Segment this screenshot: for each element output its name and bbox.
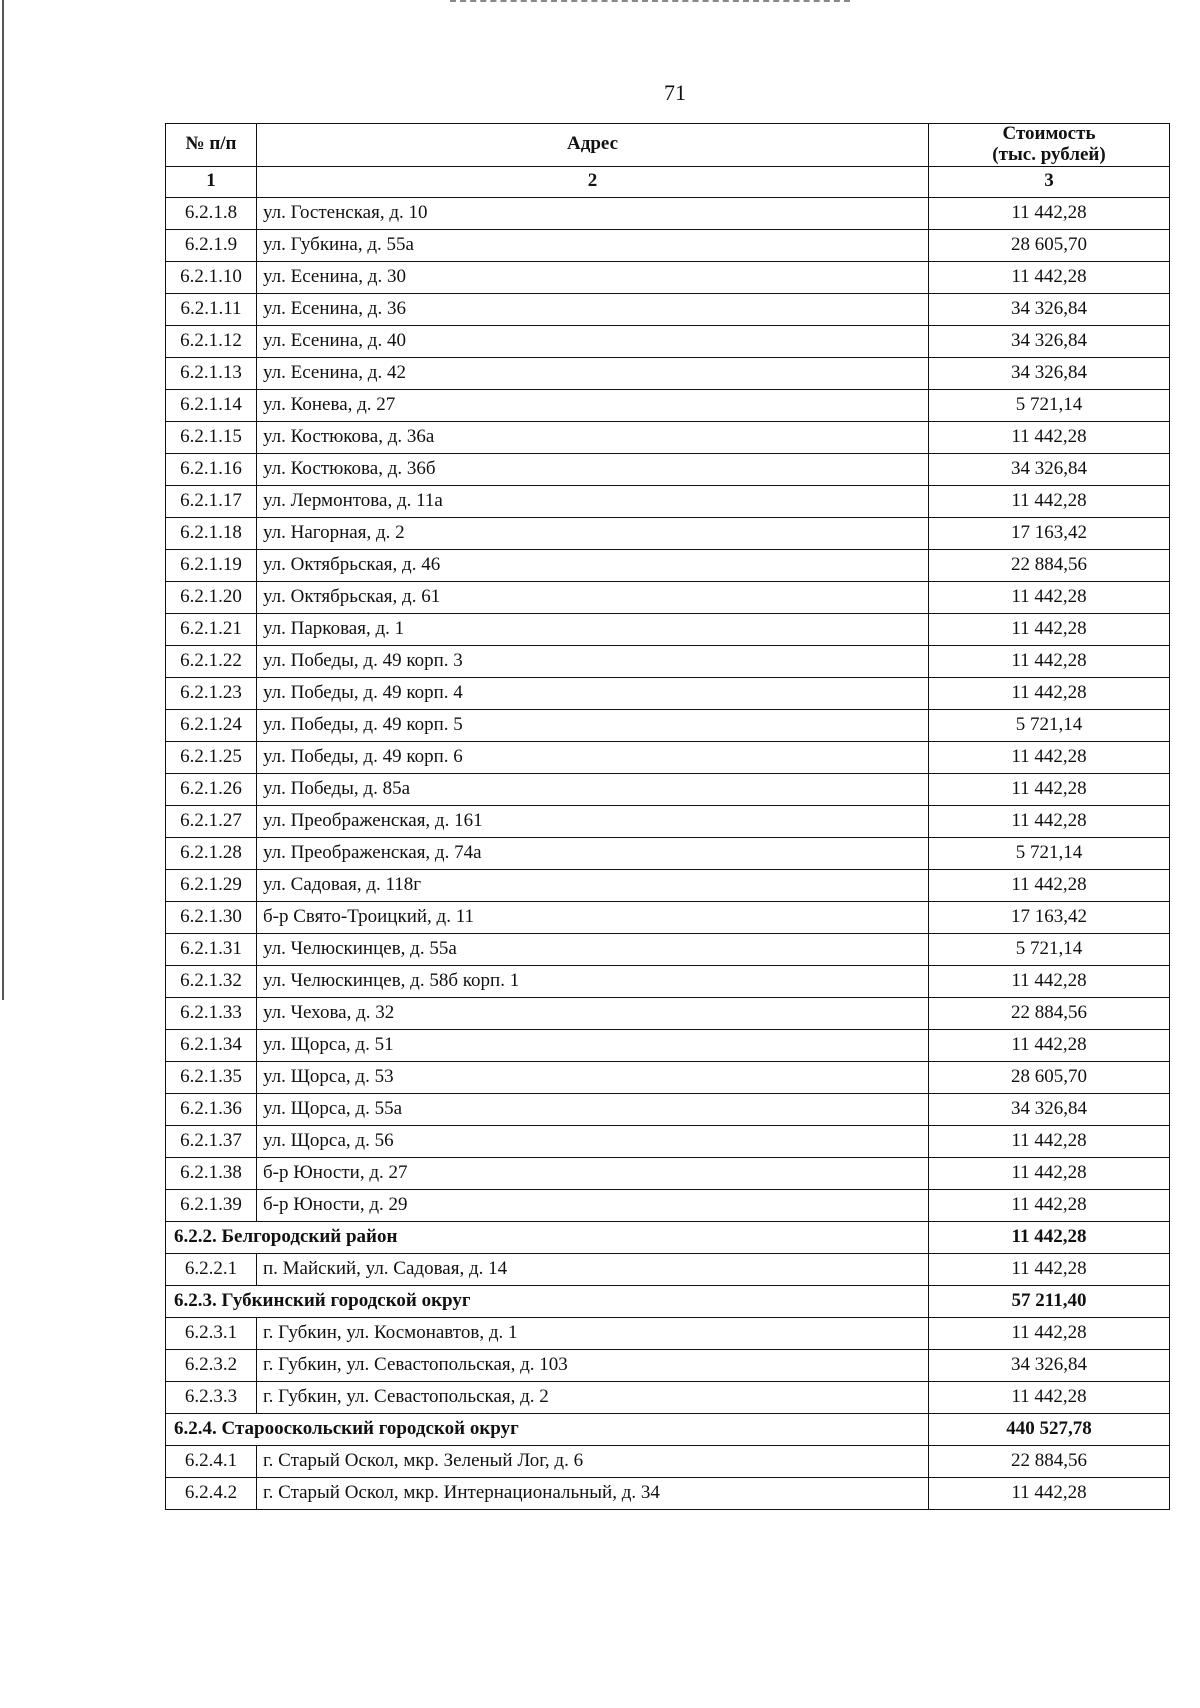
row-cost: 11 442,28 <box>929 613 1170 645</box>
row-number: 6.2.1.15 <box>166 421 257 453</box>
row-number: 6.2.1.32 <box>166 965 257 997</box>
row-address: ул. Гостенская, д. 10 <box>257 197 929 229</box>
section-row <box>166 1413 1170 1445</box>
row-address: ул. Костюкова, д. 36а <box>257 421 929 453</box>
row-cost: 34 326,84 <box>929 1093 1170 1125</box>
row-cost: 11 442,28 <box>929 1381 1170 1413</box>
table-row <box>166 1157 1170 1189</box>
row-cost: 11 442,28 <box>929 1477 1170 1509</box>
section-total-cost: 440 527,78 <box>929 1413 1170 1445</box>
row-number: 6.2.1.34 <box>166 1029 257 1061</box>
row-address: ул. Октябрьская, д. 61 <box>257 581 929 613</box>
table-row <box>166 1093 1170 1125</box>
row-cost: 11 442,28 <box>929 677 1170 709</box>
row-cost: 34 326,84 <box>929 1349 1170 1381</box>
table-row <box>166 581 1170 613</box>
section-row <box>166 1285 1170 1317</box>
row-number: 6.2.1.20 <box>166 581 257 613</box>
row-cost: 11 442,28 <box>929 773 1170 805</box>
row-cost: 11 442,28 <box>929 1157 1170 1189</box>
row-cost: 5 721,14 <box>929 837 1170 869</box>
table-row <box>166 325 1170 357</box>
row-address: г. Губкин, ул. Севастопольская, д. 103 <box>257 1349 929 1381</box>
table-row <box>166 1189 1170 1221</box>
table-row <box>166 293 1170 325</box>
row-cost: 5 721,14 <box>929 389 1170 421</box>
section-row <box>166 1221 1170 1253</box>
row-number: 6.2.1.18 <box>166 517 257 549</box>
table-row <box>166 485 1170 517</box>
section-total-cost: 57 211,40 <box>929 1285 1170 1317</box>
row-address: г. Старый Оскол, мкр. Зеленый Лог, д. 6 <box>257 1445 929 1477</box>
row-number: 6.2.1.33 <box>166 997 257 1029</box>
table-row <box>166 1477 1170 1509</box>
row-address: ул. Есенина, д. 40 <box>257 325 929 357</box>
row-cost: 34 326,84 <box>929 325 1170 357</box>
table-header-row <box>166 124 1170 167</box>
table-row <box>166 741 1170 773</box>
row-address: ул. Челюскинцев, д. 58б корп. 1 <box>257 965 929 997</box>
row-cost: 34 326,84 <box>929 293 1170 325</box>
row-number: 6.2.1.12 <box>166 325 257 357</box>
row-cost: 22 884,56 <box>929 549 1170 581</box>
section-title: 6.2.4. Старооскольский городской округ <box>166 1413 929 1445</box>
row-cost: 22 884,56 <box>929 1445 1170 1477</box>
row-number: 6.2.1.37 <box>166 1125 257 1157</box>
row-address: ул. Чехова, д. 32 <box>257 997 929 1029</box>
row-address: ул. Щорса, д. 53 <box>257 1061 929 1093</box>
row-number: 6.2.1.36 <box>166 1093 257 1125</box>
table-index-row <box>166 166 1170 197</box>
row-number: 6.2.1.13 <box>166 357 257 389</box>
row-number: 6.2.1.17 <box>166 485 257 517</box>
table-row <box>166 549 1170 581</box>
row-number: 6.2.1.11 <box>166 293 257 325</box>
row-cost: 11 442,28 <box>929 1029 1170 1061</box>
row-cost: 11 442,28 <box>929 805 1170 837</box>
table-row <box>166 389 1170 421</box>
section-total-cost: 11 442,28 <box>929 1221 1170 1253</box>
row-number: 6.2.1.29 <box>166 869 257 901</box>
row-number: 6.2.1.14 <box>166 389 257 421</box>
row-address: ул. Нагорная, д. 2 <box>257 517 929 549</box>
row-address: ул. Щорса, д. 56 <box>257 1125 929 1157</box>
table-row <box>166 1029 1170 1061</box>
row-number: 6.2.4.1 <box>166 1445 257 1477</box>
table-row <box>166 1125 1170 1157</box>
table-row <box>166 1445 1170 1477</box>
table-row <box>166 837 1170 869</box>
row-cost: 11 442,28 <box>929 421 1170 453</box>
row-address: б-р Свято-Троицкий, д. 11 <box>257 901 929 933</box>
row-number: 6.2.4.2 <box>166 1477 257 1509</box>
row-cost: 5 721,14 <box>929 933 1170 965</box>
row-cost: 11 442,28 <box>929 581 1170 613</box>
scan-top-marks <box>450 0 850 5</box>
row-address: ул. Челюскинцев, д. 55а <box>257 933 929 965</box>
header-number: № п/п <box>166 124 257 167</box>
table-row <box>166 517 1170 549</box>
row-address: ул. Победы, д. 49 корп. 4 <box>257 677 929 709</box>
row-number: 6.2.2.1 <box>166 1253 257 1285</box>
table-row <box>166 933 1170 965</box>
row-address: ул. Преображенская, д. 161 <box>257 805 929 837</box>
row-address: ул. Костюкова, д. 36б <box>257 453 929 485</box>
row-cost: 11 442,28 <box>929 741 1170 773</box>
row-address: ул. Победы, д. 49 корп. 5 <box>257 709 929 741</box>
row-number: 6.2.1.8 <box>166 197 257 229</box>
cost-table <box>165 123 1170 1510</box>
row-address: ул. Садовая, д. 118г <box>257 869 929 901</box>
row-number: 6.2.1.10 <box>166 261 257 293</box>
row-cost: 11 442,28 <box>929 1125 1170 1157</box>
row-cost: 22 884,56 <box>929 997 1170 1029</box>
row-address: ул. Конева, д. 27 <box>257 389 929 421</box>
row-number: 6.2.1.24 <box>166 709 257 741</box>
row-number: 6.2.1.39 <box>166 1189 257 1221</box>
row-number: 6.2.1.30 <box>166 901 257 933</box>
row-address: г. Губкин, ул. Севастопольская, д. 2 <box>257 1381 929 1413</box>
row-address: ул. Есенина, д. 30 <box>257 261 929 293</box>
table-row <box>166 901 1170 933</box>
row-address: ул. Победы, д. 49 корп. 6 <box>257 741 929 773</box>
table-row <box>166 1061 1170 1093</box>
table-row <box>166 997 1170 1029</box>
row-address: ул. Преображенская, д. 74а <box>257 837 929 869</box>
row-number: 6.2.1.35 <box>166 1061 257 1093</box>
row-cost: 11 442,28 <box>929 869 1170 901</box>
table-row <box>166 357 1170 389</box>
row-address: п. Майский, ул. Садовая, д. 14 <box>257 1253 929 1285</box>
row-address: ул. Парковая, д. 1 <box>257 613 929 645</box>
table-row <box>166 645 1170 677</box>
section-title: 6.2.2. Белгородский район <box>166 1221 929 1253</box>
page-number: 71 <box>664 80 686 105</box>
row-number: 6.2.1.9 <box>166 229 257 261</box>
row-address: ул. Есенина, д. 42 <box>257 357 929 389</box>
row-number: 6.2.1.25 <box>166 741 257 773</box>
index-col-2: 2 <box>257 166 929 197</box>
row-number: 6.2.1.27 <box>166 805 257 837</box>
table-row <box>166 1317 1170 1349</box>
row-number: 6.2.1.23 <box>166 677 257 709</box>
row-cost: 5 721,14 <box>929 709 1170 741</box>
row-cost: 11 442,28 <box>929 197 1170 229</box>
row-address: ул. Лермонтова, д. 11а <box>257 485 929 517</box>
row-cost: 11 442,28 <box>929 1253 1170 1285</box>
row-number: 6.2.3.3 <box>166 1381 257 1413</box>
row-address: г. Губкин, ул. Космонавтов, д. 1 <box>257 1317 929 1349</box>
row-address: ул. Победы, д. 85а <box>257 773 929 805</box>
row-cost: 28 605,70 <box>929 1061 1170 1093</box>
table-row <box>166 677 1170 709</box>
header-address: Адрес <box>257 124 929 167</box>
row-number: 6.2.1.28 <box>166 837 257 869</box>
table-row <box>166 869 1170 901</box>
row-address: ул. Щорса, д. 55а <box>257 1093 929 1125</box>
table-row <box>166 1349 1170 1381</box>
row-number: 6.2.3.2 <box>166 1349 257 1381</box>
table-body <box>166 197 1170 1509</box>
row-address: ул. Щорса, д. 51 <box>257 1029 929 1061</box>
table-row <box>166 709 1170 741</box>
row-number: 6.2.1.21 <box>166 613 257 645</box>
index-col-3: 3 <box>929 166 1170 197</box>
scan-edge-line <box>2 0 4 1000</box>
header-cost: Стоимость (тыс. рублей) <box>929 124 1170 167</box>
row-cost: 11 442,28 <box>929 261 1170 293</box>
row-address: ул. Есенина, д. 36 <box>257 293 929 325</box>
row-cost: 17 163,42 <box>929 517 1170 549</box>
table-row <box>166 421 1170 453</box>
row-address: ул. Победы, д. 49 корп. 3 <box>257 645 929 677</box>
row-address: г. Старый Оскол, мкр. Интернациональный, д. 34 <box>257 1477 929 1509</box>
row-cost: 11 442,28 <box>929 965 1170 997</box>
row-number: 6.2.1.19 <box>166 549 257 581</box>
table-row <box>166 197 1170 229</box>
table-row <box>166 965 1170 997</box>
row-number: 6.2.3.1 <box>166 1317 257 1349</box>
table-row <box>166 613 1170 645</box>
row-cost: 34 326,84 <box>929 453 1170 485</box>
table-row <box>166 773 1170 805</box>
table-row <box>166 453 1170 485</box>
index-col-1: 1 <box>166 166 257 197</box>
row-cost: 11 442,28 <box>929 485 1170 517</box>
row-number: 6.2.1.16 <box>166 453 257 485</box>
row-address: ул. Губкина, д. 55а <box>257 229 929 261</box>
table-row <box>166 229 1170 261</box>
table-row <box>166 261 1170 293</box>
row-number: 6.2.1.22 <box>166 645 257 677</box>
row-cost: 11 442,28 <box>929 645 1170 677</box>
row-address: б-р Юности, д. 29 <box>257 1189 929 1221</box>
table-row <box>166 1253 1170 1285</box>
row-cost: 17 163,42 <box>929 901 1170 933</box>
row-number: 6.2.1.26 <box>166 773 257 805</box>
row-number: 6.2.1.31 <box>166 933 257 965</box>
table-row <box>166 805 1170 837</box>
row-cost: 11 442,28 <box>929 1189 1170 1221</box>
row-address: б-р Юности, д. 27 <box>257 1157 929 1189</box>
row-cost: 11 442,28 <box>929 1317 1170 1349</box>
row-address: ул. Октябрьская, д. 46 <box>257 549 929 581</box>
row-cost: 34 326,84 <box>929 357 1170 389</box>
table-row <box>166 1381 1170 1413</box>
row-cost: 28 605,70 <box>929 229 1170 261</box>
section-title: 6.2.3. Губкинский городской округ <box>166 1285 929 1317</box>
row-number: 6.2.1.38 <box>166 1157 257 1189</box>
